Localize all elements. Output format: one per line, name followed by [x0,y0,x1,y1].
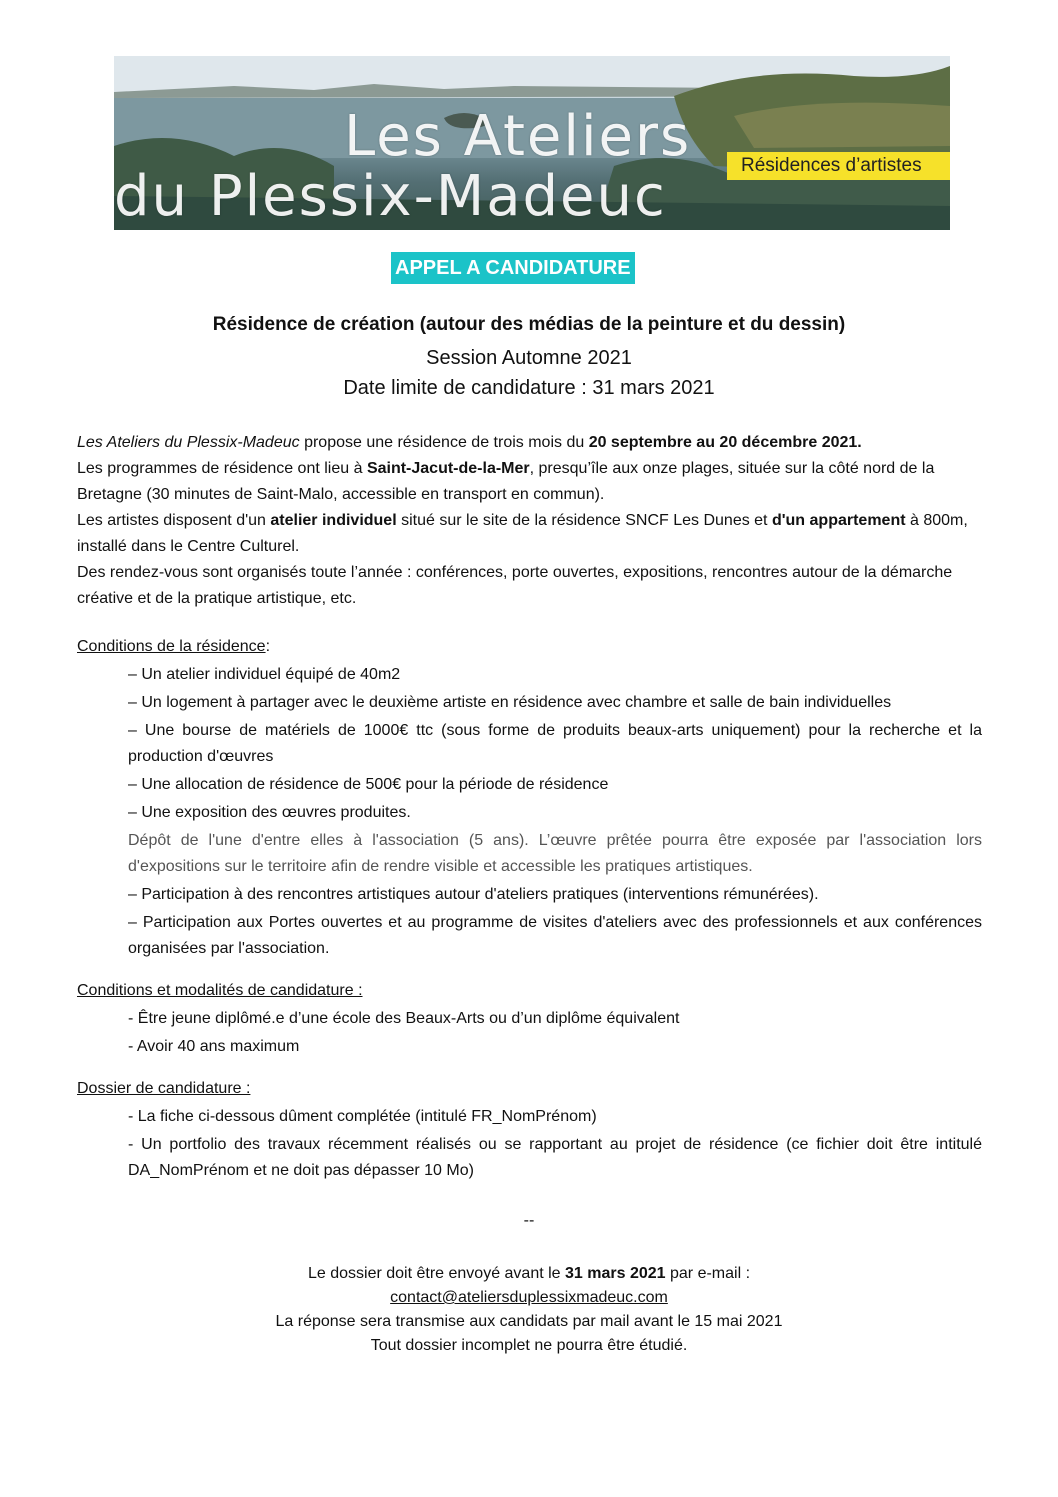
list-item: - La fiche ci-dessous dûment complétée (intitulé FR_NomPrénom) [128,1108,597,1125]
intro-p4: Des rendez-vous sont organisés toute l’année : conférences, porte ouvertes, expositions, rencontres autour de la démarche créative et de la pratique artistique, etc. [77,564,953,607]
list-item: – Une exposition des œuvres produites. [128,804,411,821]
intro-p3-text-c: à 800m, installé dans le Centre Culturel. [77,512,968,555]
list-item: – Un atelier individuel équipé de 40m2 [128,666,401,683]
conditions-title [77,638,270,656]
intro-p3 [77,508,982,560]
header-banner [114,56,950,230]
footer-line4: Tout dossier incomplet ne pourra être étudié. [370,1337,688,1354]
list-item: - Un portfolio des travaux récemment réalisés ou se rapportant au projet de résidence (ce fichier doit être intitulé DA_NomPrénom et ne doit pas dépasser 10 Mo) [128,1136,982,1179]
conditions-title-text: Conditions de la résidence [77,638,266,655]
list-item: – Une bourse de matériels de 1000€ ttc (sous forme de produits beaux-arts uniquement) pour la recherche et la production d'œuvres [128,722,982,765]
modalites-list [128,1006,982,1062]
footer-deadline: 31 mars 2021 [565,1265,666,1282]
conditions-title-suffix: : [265,638,271,655]
dossier-title: Dossier de candidature : [77,1080,251,1097]
banner-title-line1: Les Ateliers [344,104,692,169]
dossier-list [128,1104,982,1186]
intro-atelier: atelier individuel [270,512,397,529]
footer-line1-a: Le dossier doit être envoyé avant le [307,1265,566,1282]
intro-p2-text-a: Les programmes de résidence ont lieu à [77,460,367,477]
banner-title-line2: du Plessix-Madeuc [114,164,667,229]
exposition-note: Dépôt de l'une d'entre elles à l'association (5 ans). L’œuvre prêtée pourra être exposée par l'association lors d'expositions sur le territoire afin de rendre visible et accessible les pratiques artistiques. [128,832,982,875]
footer-line3: La réponse sera transmise aux candidats par mail avant le 15 mai 2021 [275,1313,783,1330]
intro-p3-text-b: situé sur le site de la résidence SNCF Les Dunes et [396,512,772,529]
intro-appartement: d'un appartement [771,512,906,529]
list-item: – Participation à des rencontres artistiques autour d'ateliers pratiques (interventions rémunérées). [128,886,819,903]
deadline-heading: Date limite de candidature : 31 mars 2021 [343,377,715,399]
intro-p1-text: propose une résidence de trois mois du [299,434,589,451]
list-item: – Une allocation de résidence de 500€ pour la période de résidence [128,776,609,793]
intro-dates: 20 septembre au 20 décembre 2021. [588,434,862,451]
modalites-title: Conditions et modalités de candidature : [77,982,363,999]
conditions-list [128,662,982,964]
org-name: Les Ateliers du Plessix-Madeuc [77,434,300,451]
list-item: – Un logement à partager avec le deuxième artiste en résidence avec chambre et salle de bain individuelles [128,694,892,711]
footer-line1-b: par e-mail : [665,1265,751,1282]
intro-p3-text-a: Les artistes disposent d'un [77,512,271,529]
list-item: - Être jeune diplômé.e d’une école des Beaux-Arts ou d’un diplôme équivalent [128,1010,680,1027]
separator: -- [523,1212,535,1229]
banner-tag: Résidences d’artistes [727,152,950,180]
contact-email-link[interactable]: contact@ateliersduplessixmadeuc.com [390,1289,668,1306]
intro-p2-text-b: , presqu’île aux onze plages, située sur la côté nord de la Bretagne (30 minutes de Saint-Malo, accessible en transport en commun). [77,460,935,503]
intro-location: Saint-Jacut-de-la-Mer [366,460,530,477]
session-heading: Session Automne 2021 [426,347,632,369]
intro-p2 [77,456,982,508]
list-item: – Participation aux Portes ouvertes et au programme de visites d'ateliers avec des professionnels et aux conférences organisées par l'association. [128,914,982,957]
footer-section [0,1262,1058,1358]
intro-section [77,430,982,612]
list-item: - Avoir 40 ans maximum [128,1038,300,1055]
call-title-badge: APPEL A CANDIDATURE [391,252,635,284]
intro-p1 [77,430,982,456]
residence-heading: Résidence de création (autour des médias de la peinture et du dessin) [212,314,846,335]
footer-line1 [0,1262,1058,1286]
